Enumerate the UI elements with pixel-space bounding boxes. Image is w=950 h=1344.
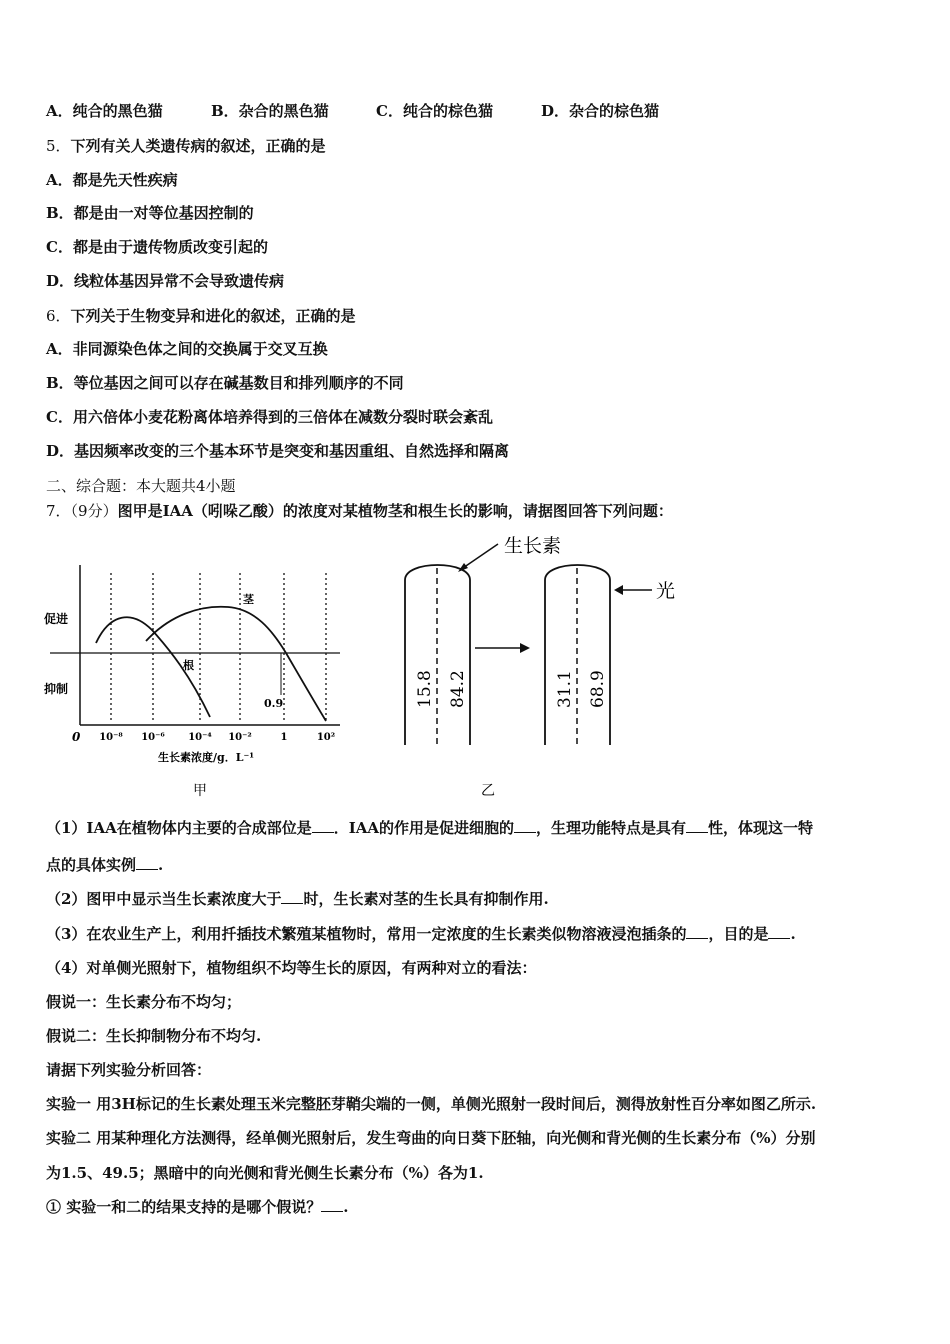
q4-option-c[interactable]: C．纯合的棕色猫 <box>376 102 493 120</box>
q6-number: 6． <box>46 307 71 325</box>
q7-sub2-part: 时，生长素对茎的生长具有抑制作用. <box>303 890 549 908</box>
marker-value: 0.9 <box>264 697 284 710</box>
q4-option-d[interactable]: D．杂合的棕色猫 <box>541 102 660 120</box>
q7-stem <box>46 501 673 521</box>
q7-sub1-part: ，生理功能特点是具有 <box>536 819 687 837</box>
q5-option-d[interactable]: D．线粒体基因异常不会导致遗传病 <box>46 272 285 290</box>
figure-jia <box>40 555 360 805</box>
value-right-before: 84.2 <box>448 670 468 708</box>
q7-sub1-part: 性，体现这一特 <box>708 819 814 837</box>
q6-option-d[interactable]: D．基因频率改变的三个基本环节是突变和基因重组、自然选择和隔离 <box>46 442 510 460</box>
answer-blank[interactable] <box>686 924 708 939</box>
q7-sub3-part: （3）在农业生产上，利用扦插技术繁殖某植物时，常用一定浓度的生长素类似物溶液浸泡插条的 <box>46 925 687 943</box>
section-heading: 二、综合题：本大题共4小题 <box>46 477 236 495</box>
q7-sub1-part: . <box>158 856 164 874</box>
hypothesis-2: 假说二：生长抑制物分布不均匀. <box>46 1027 262 1045</box>
answer-blank[interactable] <box>312 818 334 833</box>
x-tick-labels <box>99 732 335 743</box>
q5-option-c[interactable]: C．都是由于遗传物质改变引起的 <box>46 238 268 256</box>
q7-stem-text: 图甲是IAA（吲哚乙酸）的浓度对某植物茎和根生长的影响，请据图回答下列问题： <box>117 502 673 520</box>
tick-label: 1 <box>280 732 288 743</box>
value-left-before: 15.8 <box>415 670 435 708</box>
experiment-2-line1: 实验二 用某种理化方法测得，经单侧光照射后，发生弯曲的向日葵下胚轴，向光侧和背光侧的生长素分布（%）分别 <box>46 1129 816 1147</box>
q4-options <box>46 101 659 121</box>
q7-number: 7．（9分） <box>46 502 118 520</box>
analysis-prompt: 请据下列实验分析回答： <box>46 1061 212 1079</box>
q5-stem <box>46 136 326 156</box>
q7-circle1-part: ① 实验一和二的结果支持的是哪个假说？ <box>46 1198 322 1216</box>
figure-yi-caption: 乙 <box>481 783 495 799</box>
figure-jia-caption: 甲 <box>193 783 207 799</box>
q7-sub1-part: （1）IAA在植物体内主要的合成部位是 <box>46 819 312 837</box>
q7-sub1-line1 <box>46 818 813 838</box>
q6-option-b[interactable]: B．等位基因之间可以存在碱基数目和排列顺序的不同 <box>46 374 404 392</box>
answer-blank[interactable] <box>514 818 536 833</box>
q7-sub4: （4）对单侧光照射下，植物组织不均等生长的原因，有两种对立的看法： <box>46 959 537 977</box>
q6-option-a[interactable]: A．非同源染色体之间的交换属于交叉互换 <box>46 340 328 358</box>
q7-sub3 <box>46 924 796 944</box>
tick-label: 10⁻² <box>228 732 252 743</box>
answer-blank[interactable] <box>136 855 158 870</box>
answer-blank[interactable] <box>281 889 303 904</box>
q7-sub3-part: . <box>790 925 796 943</box>
q7-sub2-part: （2）图甲中显示当生长素浓度大于 <box>46 890 282 908</box>
tick-label: 10⁻⁸ <box>99 732 123 743</box>
q7-circle1 <box>46 1197 348 1217</box>
light-label: 光 <box>656 580 676 602</box>
light-arrowhead <box>614 585 623 595</box>
experiment-1: 实验一 用3H标记的生长素处理玉米完整胚芽鞘尖端的一侧，单侧光照射一段时间后，测得放射性百分率如图乙所示. <box>46 1095 817 1113</box>
transition-arrowhead <box>520 643 530 653</box>
q6-stem-text: 下列关于生物变异和进化的叙述，正确的是 <box>70 307 356 325</box>
inhibit-label: 抑制 <box>44 682 69 696</box>
tick-label: 10⁻⁴ <box>188 732 212 743</box>
figure-yi <box>390 530 710 805</box>
answer-blank[interactable] <box>686 818 708 833</box>
stem-curve <box>146 607 326 721</box>
q5-number: 5． <box>46 137 71 155</box>
q5-option-b[interactable]: B．都是由一对等位基因控制的 <box>46 204 254 222</box>
root-label: 根 <box>183 659 194 672</box>
hypothesis-1: 假说一：生长素分布不均匀； <box>46 993 242 1011</box>
q4-option-a[interactable]: A．纯合的黑色猫 <box>46 102 163 120</box>
q6-stem <box>46 306 356 326</box>
q7-circle1-part: . <box>343 1198 349 1216</box>
origin-label: 0 <box>72 730 81 744</box>
tick-label: 10² <box>316 732 336 743</box>
experiment-2-line2: 为1.5、49.5；黑暗中的向光侧和背光侧生长素分布（%）各为1. <box>46 1164 484 1182</box>
auxin-label: 生长素 <box>504 535 562 557</box>
promote-label: 促进 <box>44 612 69 626</box>
tick-label: 10⁻⁶ <box>141 732 165 743</box>
value-right-after: 68.9 <box>588 670 608 708</box>
stem-label: 茎 <box>243 593 254 606</box>
x-axis-label: 生长素浓度/g．L⁻¹ <box>158 751 255 764</box>
q7-sub1-part: ．IAA的作用是促进细胞的 <box>333 819 515 837</box>
answer-blank[interactable] <box>768 924 790 939</box>
value-left-after: 31.1 <box>555 670 575 708</box>
q4-option-b[interactable]: B．杂合的黑色猫 <box>211 102 329 120</box>
q6-option-c[interactable]: C．用六倍体小麦花粉离体培养得到的三倍体在减数分裂时联会紊乱 <box>46 408 493 426</box>
q5-option-a[interactable]: A．都是先天性疾病 <box>46 171 178 189</box>
q7-sub1-line2 <box>46 855 163 875</box>
q5-stem-text: 下列有关人类遗传病的叙述，正确的是 <box>70 137 326 155</box>
q7-sub3-part: ，目的是 <box>708 925 769 943</box>
answer-blank[interactable] <box>321 1197 343 1212</box>
q7-sub2 <box>46 889 549 909</box>
gridlines <box>111 573 326 723</box>
q7-sub1-part: 点的具体实例 <box>46 856 137 874</box>
